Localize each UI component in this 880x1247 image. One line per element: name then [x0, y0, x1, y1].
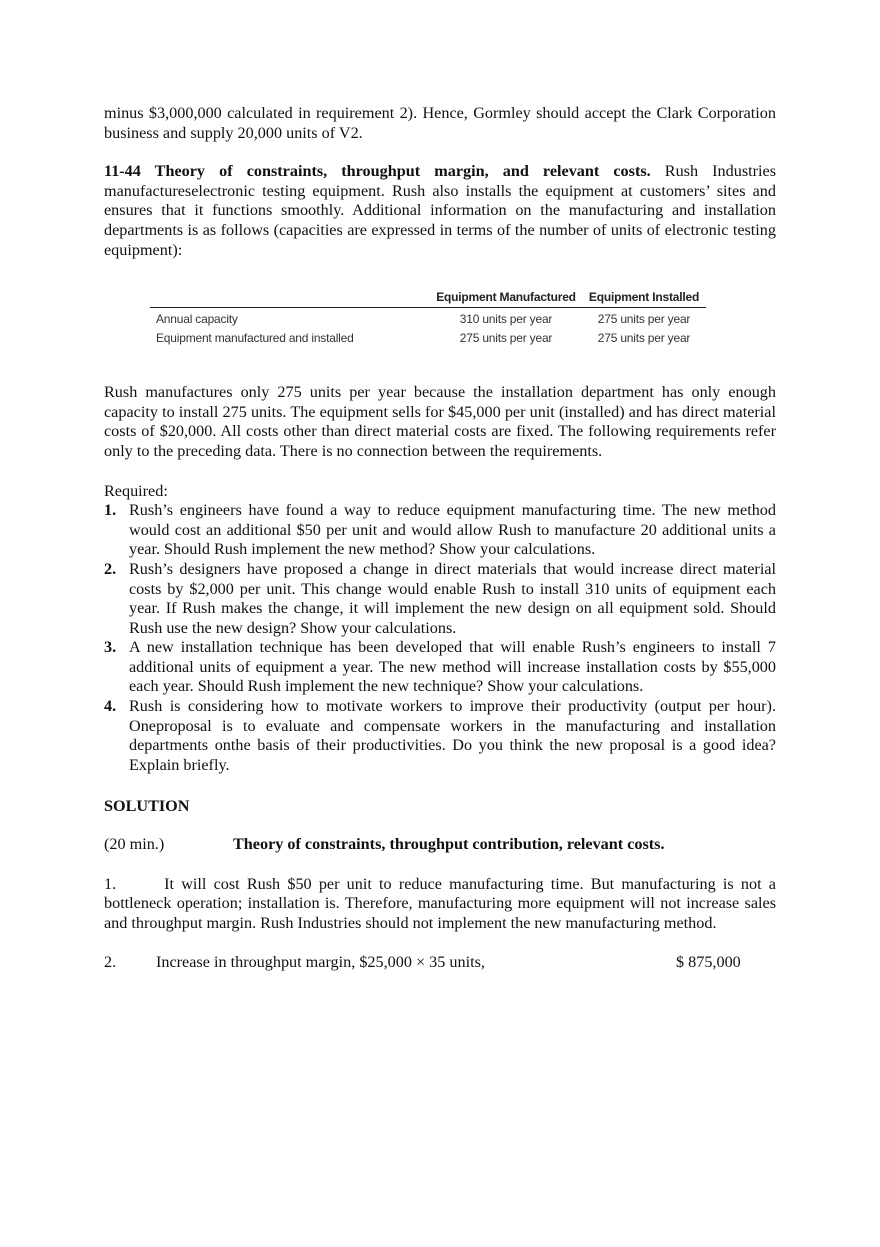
document-page — [104, 104, 776, 973]
item-number: 3. — [104, 638, 117, 657]
description-paragraph: Rush manufactures only 275 units per year because the installation department has only enough capacity to install 275 units. The equipment sells for $45,000 per unit (installed) and has direct material costs of $20,000. All costs other than direct material costs are fixed. The following requirements refer only to the preceding data. There is no connection between the requirements. — [104, 383, 776, 460]
item-text: Rush’s engineers have found a way to reduce equipment manufacturing time. The new method would cost an additional $50 per unit and would allow Rush to manufacture 20 additional units a year. Should Rush implement the new method? Show your calculations. — [129, 501, 776, 559]
requirements-list — [104, 501, 776, 775]
capacity-table-wrap — [150, 289, 706, 347]
table-header-blank — [150, 289, 430, 308]
answer-2-number: 2. — [104, 953, 117, 972]
answer-2-text: Increase in throughput margin, $25,000 × 35 units, — [156, 953, 485, 972]
item-number: 2. — [104, 559, 117, 578]
item-number: 1. — [104, 501, 117, 520]
answer-2-value: $ 875,000 — [676, 953, 741, 972]
problem-heading: 11-44 Theory of constraints, throughput margin, and relevant costs. — [104, 162, 651, 181]
item-text: A new installation technique has been developed that will enable Rush’s engineers to install 7 additional units of equipment a year. The new method will increase installation costs by $55,000 each year. Should Rush implement the new technique? Show your calculations. — [129, 638, 776, 696]
table-row — [150, 308, 706, 329]
list-item — [104, 697, 776, 775]
row-label: Equipment manufactured and installed — [156, 331, 354, 346]
table-header-manufactured: Equipment Manufactured — [430, 289, 582, 308]
answer-2 — [104, 953, 776, 973]
item-number: 4. — [104, 697, 117, 716]
solution-title: SOLUTION — [104, 797, 190, 816]
problem-text: Rush Industries manufactureselectronic testing equipment. Rush also installs the equipment at customers’ sites and ensures that it functions smoothly. Additional information on the manufacturing and installation departments is as follows (capacities are expressed in terms of the number of units of electronic testing equipment): — [104, 162, 776, 259]
item-text: Rush is considering how to motivate workers to improve their productivity (output per hour). Oneproposal is to evaluate and compensate workers in the manufacturing and installation departments onthe basis of their productivities. Do you think the new proposal is a good idea? Explain briefly. — [129, 697, 776, 774]
solution-header — [104, 835, 776, 855]
capacity-table — [150, 289, 706, 347]
problem-paragraph — [104, 162, 776, 260]
intro-continuation: minus $3,000,000 calculated in requirement 2). Hence, Gormley should accept the Clark Corporation business and supply 20,000 units of V2. — [104, 104, 776, 142]
solution-subtitle: Theory of constraints, throughput contribution, relevant costs. — [233, 835, 665, 854]
row-installed: 275 units per year — [597, 312, 691, 327]
solution-time: (20 min.) — [104, 835, 165, 854]
item-text: Rush’s designers have proposed a change in direct materials that would increase direct material costs by $2,000 per unit. This change would enable Rush to install 310 units of equipment each year. If Rush makes the change, it will implement the new design on all equipment sold. Should Rush use the new design? Show your calculations. — [129, 559, 776, 637]
table-header-installed: Equipment Installed — [582, 289, 706, 308]
row-manufactured: 275 units per year — [459, 331, 553, 346]
row-manufactured: 310 units per year — [459, 312, 553, 327]
required-title: Required: — [104, 481, 168, 500]
list-item — [104, 638, 776, 697]
row-installed: 275 units per year — [597, 331, 691, 346]
table-header-row — [150, 289, 706, 308]
list-item — [104, 560, 776, 638]
answer-1 — [104, 875, 776, 934]
row-label: Annual capacity — [156, 312, 238, 327]
answer-1-text: It will cost Rush $50 per unit to reduce manufacturing time. But manufacturing is not a bottleneck operation; installation is. Therefore, manufacturing more equipment will not increase sales and throughput margin. Rush Industries should not implement the new manufacturing method. — [104, 874, 776, 932]
list-item — [104, 501, 776, 560]
table-row — [150, 328, 706, 347]
answer-1-number: 1. — [104, 874, 117, 893]
